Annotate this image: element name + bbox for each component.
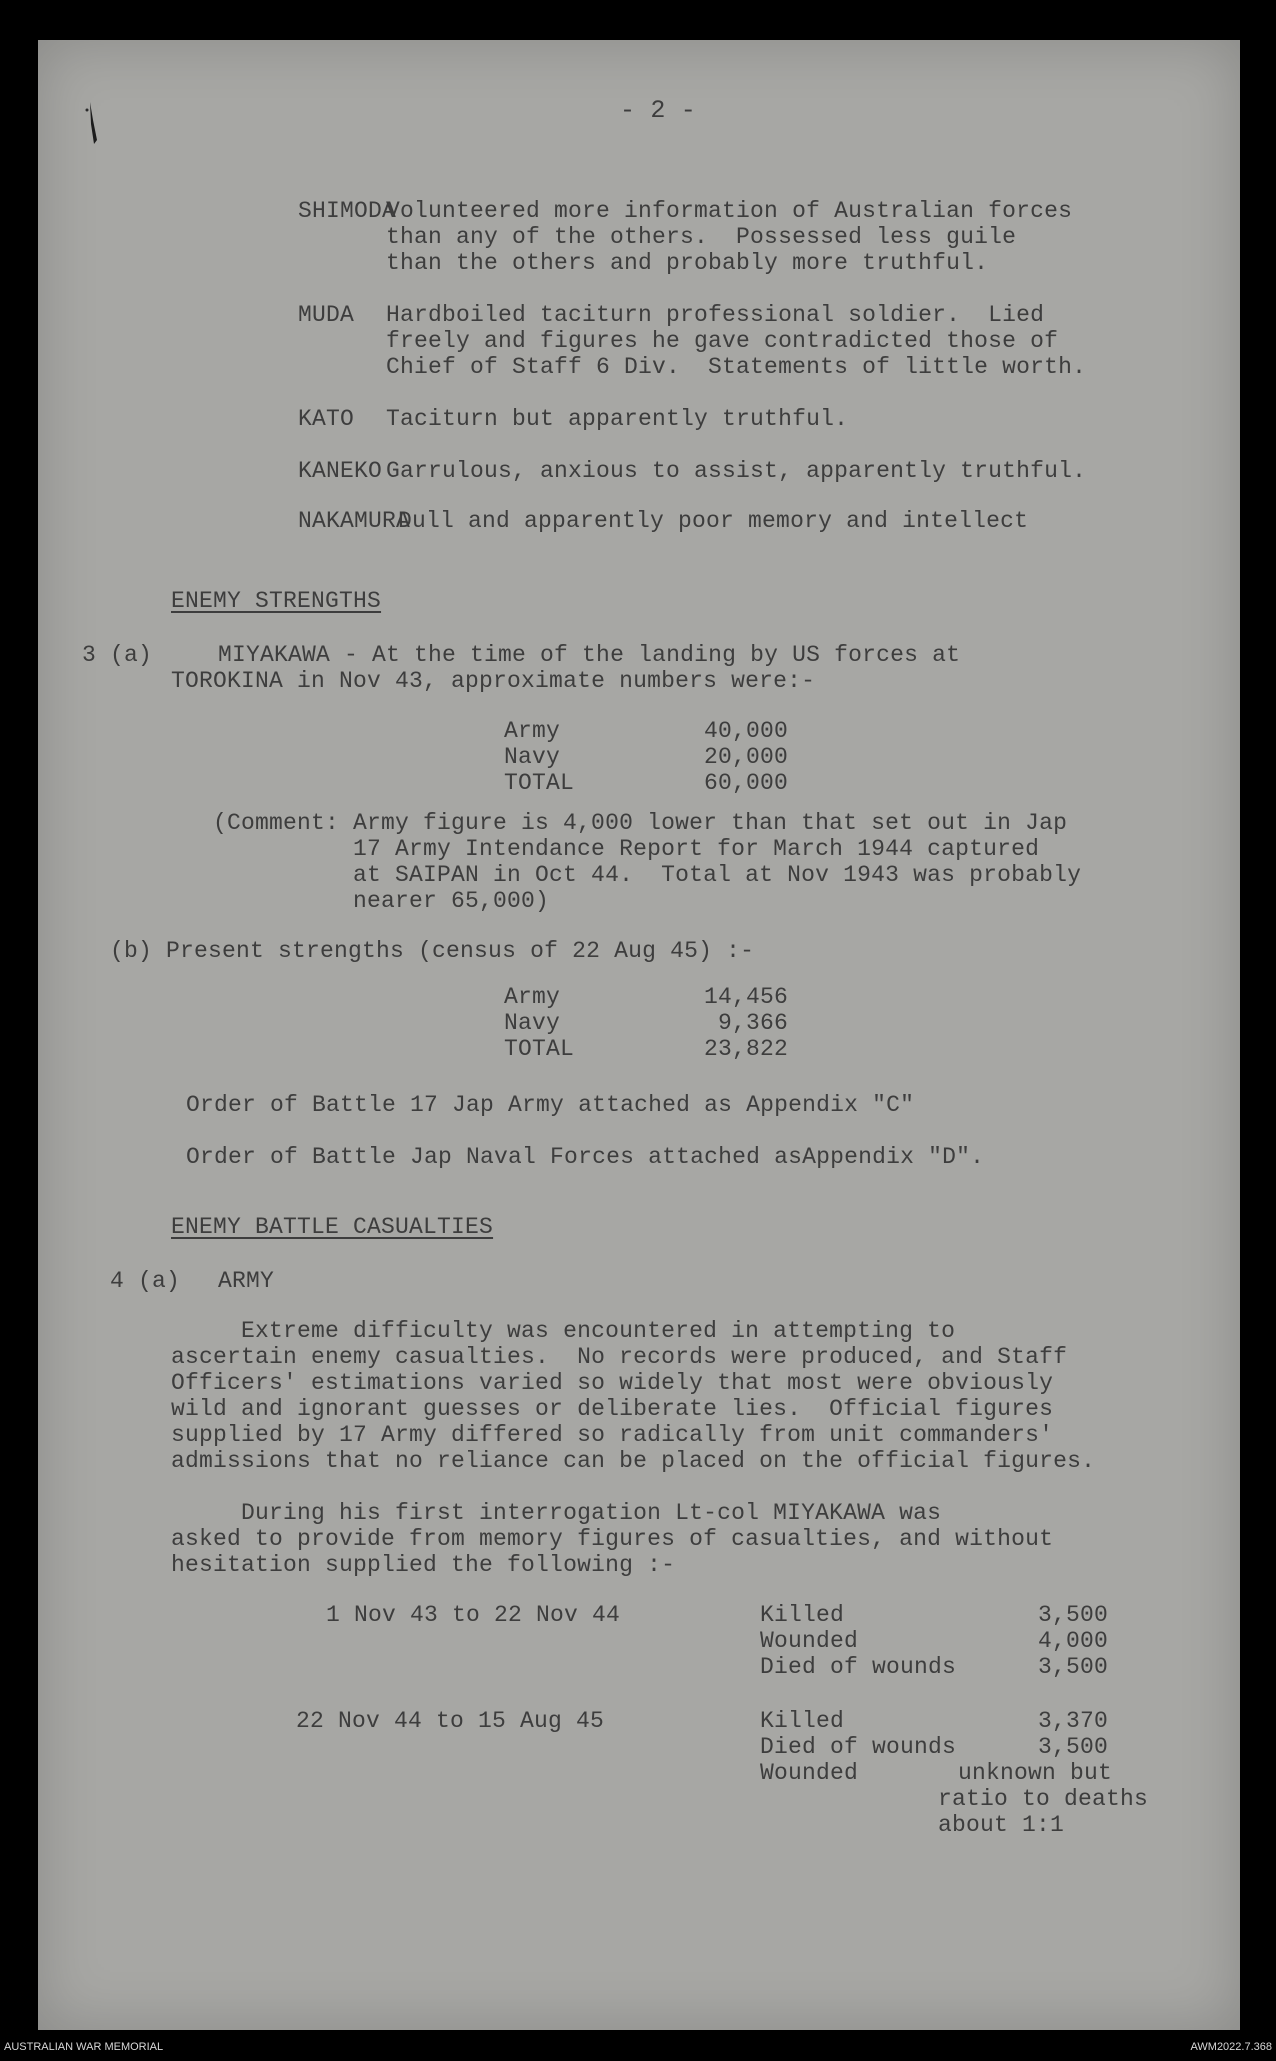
paragraph-title: ARMY <box>218 1268 275 1294</box>
strength-label: TOTAL <box>504 770 575 796</box>
comment-text: 17 Army Intendance Report for March 1944 captured <box>213 836 1040 862</box>
assessment-text: Taciturn but apparently truthful. <box>386 406 849 432</box>
footer-institution: AUSTRALIAN WAR MEMORIAL <box>4 2041 164 2053</box>
appendix-note: Order of Battle Jap Naval Forces attached asAppendix "D". <box>186 1144 985 1170</box>
paragraph-text: hesitation supplied the following :- <box>171 1552 676 1578</box>
assessment-name: MUDA <box>298 302 355 328</box>
assessment-text: Dull and apparently poor memory and intellect <box>398 508 1029 534</box>
paragraph-text: Officers' estimations varied so widely that most were obviously <box>171 1370 1054 1396</box>
casualty-note: unknown but <box>958 1760 1113 1786</box>
strength-label: Army <box>504 718 561 744</box>
assessment-text: Chief of Staff 6 Div. Statements of little worth. <box>386 354 1087 380</box>
casualty-type: Wounded <box>760 1628 859 1654</box>
strength-label: Navy <box>504 744 561 770</box>
assessment-name: SHIMODA <box>298 198 397 224</box>
assessment-text: freely and figures he gave contradicted those of <box>386 328 1059 354</box>
paragraph-text: admissions that no reliance can be placed on the official figures. <box>171 1448 1096 1474</box>
assessment-name: NAKAMURA <box>298 508 411 534</box>
paragraph-text: wild and ignorant guesses or deliberate lies. Official figures <box>171 1396 1054 1422</box>
document-page <box>38 40 1240 2030</box>
strength-value: 20,000 <box>703 744 788 770</box>
comment-text: at SAIPAN in Oct 44. Total at Nov 1943 was probably <box>213 862 1082 888</box>
paragraph-text: MIYAKAWA - At the time of the landing by US forces at <box>218 642 961 668</box>
paragraph-text: asked to provide from memory figures of casualties, and without <box>171 1526 1054 1552</box>
strength-label: Army <box>504 984 561 1010</box>
archive-footer <box>0 2031 1276 2061</box>
strength-value: 23,822 <box>703 1036 788 1062</box>
strength-value: 60,000 <box>703 770 788 796</box>
casualty-type: Killed <box>760 1602 845 1628</box>
strength-label: TOTAL <box>504 1036 575 1062</box>
footer-reference: AWM2022.7.368 <box>1190 2041 1272 2053</box>
casualty-note: ratio to deaths <box>938 1786 1149 1812</box>
paragraph-text: During his first interrogation Lt-col MIYAKAWA was <box>171 1500 942 1526</box>
paragraph-text: (b) Present strengths (census of 22 Aug 45) :- <box>110 938 755 964</box>
strength-label: Navy <box>504 1010 561 1036</box>
assessment-text: Volunteered more information of Australian forces <box>386 198 1073 224</box>
casualty-value: 3,500 <box>1037 1602 1108 1628</box>
period-label: 1 Nov 43 to 22 Nov 44 <box>326 1602 621 1628</box>
casualty-value: 3,500 <box>1037 1734 1108 1760</box>
ink-mark-icon <box>84 100 104 150</box>
assessment-text: Hardboiled taciturn professional soldier. Lied <box>386 302 1045 328</box>
comment-text: nearer 65,000) <box>213 888 550 914</box>
paragraph-text: TOROKINA in Nov 43, approximate numbers were:- <box>171 668 816 694</box>
paragraph-number: 4 (a) <box>110 1268 181 1294</box>
period-label: 22 Nov 44 to 15 Aug 45 <box>296 1708 605 1734</box>
casualty-type: Wounded <box>760 1760 859 1786</box>
strength-value: 9,366 <box>717 1010 788 1036</box>
assessment-text: Garrulous, anxious to assist, apparently truthful. <box>386 458 1087 484</box>
paragraph-text: supplied by 17 Army differed so radically from unit commanders' <box>171 1422 1054 1448</box>
casualty-value: 4,000 <box>1037 1628 1108 1654</box>
casualty-value: 3,370 <box>1037 1708 1108 1734</box>
casualty-type: Died of wounds <box>760 1734 957 1760</box>
paragraph-text: ascertain enemy casualties. No records were produced, and Staff <box>171 1344 1068 1370</box>
page-number: - 2 - <box>620 96 697 125</box>
casualty-value: 3,500 <box>1037 1654 1108 1680</box>
casualty-note: about 1:1 <box>938 1812 1065 1838</box>
comment-text: (Comment: Army figure is 4,000 lower than that set out in Jap <box>213 810 1068 836</box>
assessment-name: KATO <box>298 406 355 432</box>
assessment-name: KANEKO <box>298 458 383 484</box>
strength-value: 40,000 <box>703 718 788 744</box>
appendix-note: Order of Battle 17 Jap Army attached as Appendix "C" <box>186 1092 915 1118</box>
casualty-type: Died of wounds <box>760 1654 957 1680</box>
assessment-text: than the others and probably more truthful. <box>386 250 989 276</box>
casualty-type: Killed <box>760 1708 845 1734</box>
assessment-text: than any of the others. Possessed less guile <box>386 224 1017 250</box>
section-heading-enemy-casualties: ENEMY BATTLE CASUALTIES <box>171 1214 494 1240</box>
section-heading-enemy-strengths: ENEMY STRENGTHS <box>171 588 382 614</box>
paragraph-text: Extreme difficulty was encountered in attempting to <box>171 1318 956 1344</box>
strength-value: 14,456 <box>703 984 788 1010</box>
paragraph-number: 3 (a) <box>82 642 153 668</box>
